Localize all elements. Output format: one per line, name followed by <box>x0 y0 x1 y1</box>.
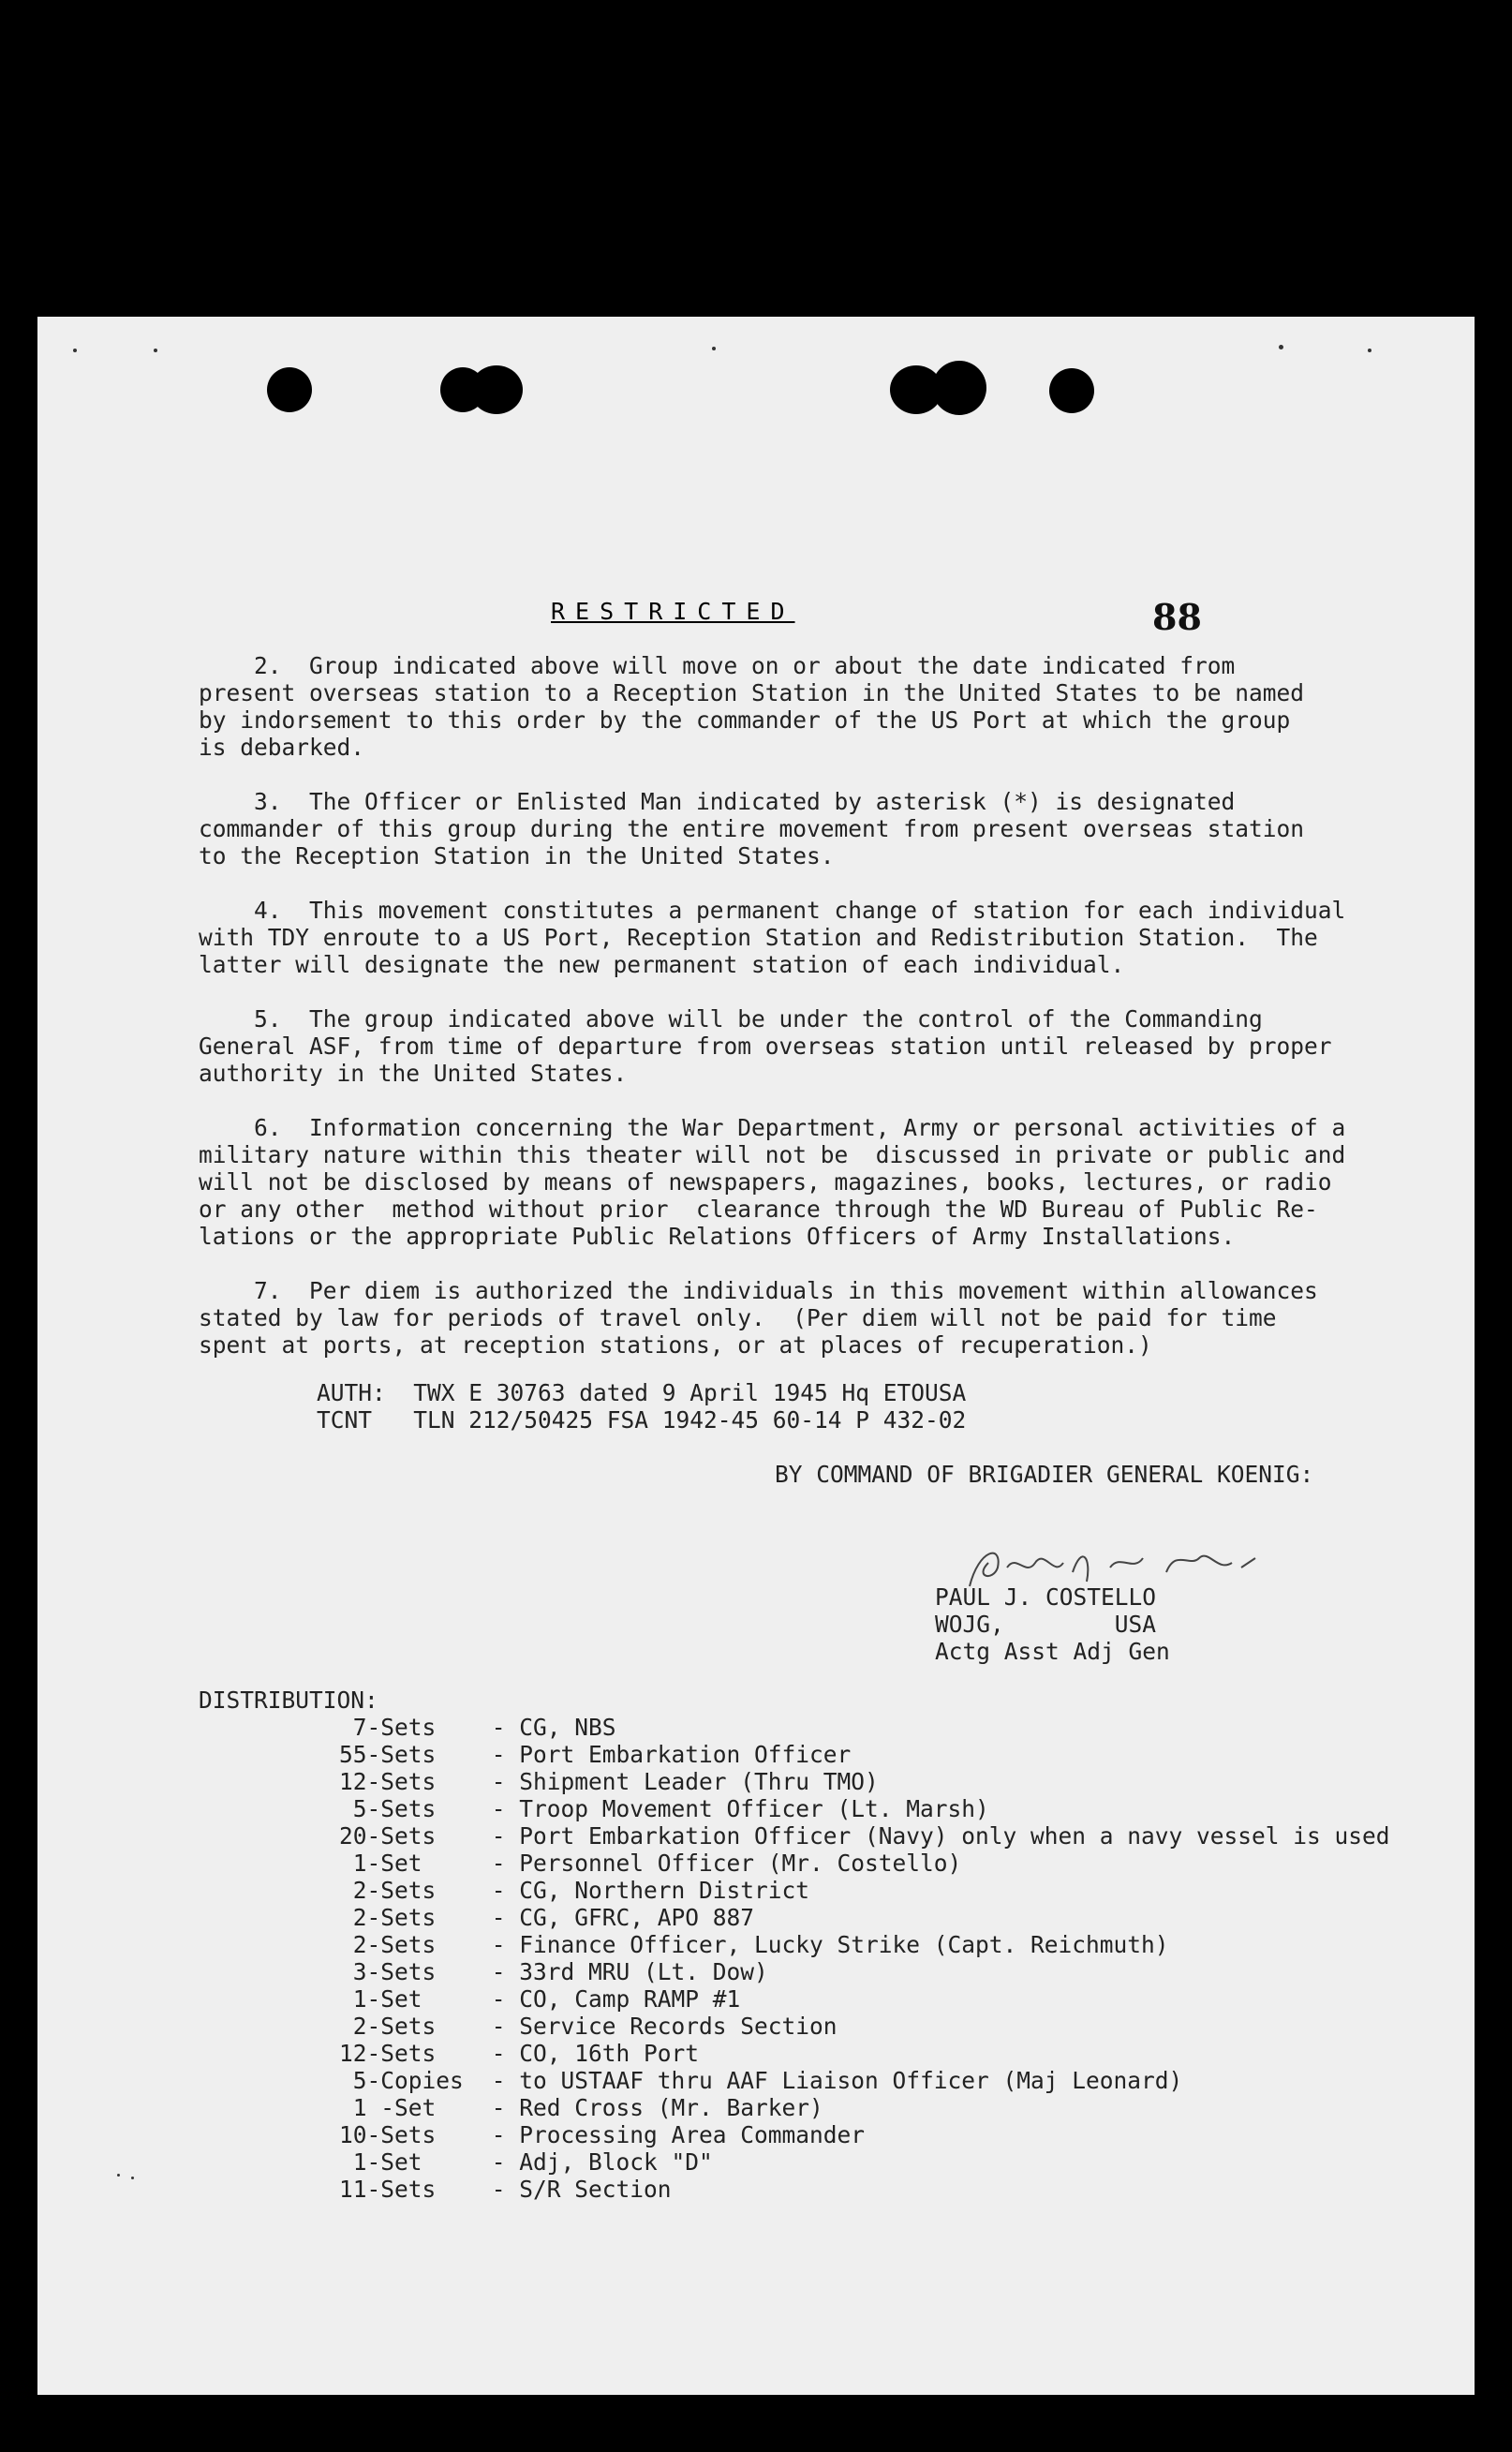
distribution-quantity: 2-Sets <box>339 1931 437 1958</box>
signer-name: PAUL J. COSTELLO <box>935 1583 1157 1611</box>
auth-line: AUTH: TWX E 30763 dated 9 April 1945 Hq ETOUSA <box>317 1379 967 1406</box>
distribution-row <box>199 1877 1445 1904</box>
distribution-heading: DISTRIBUTION: <box>199 1687 378 1714</box>
distribution-quantity: 11-Sets <box>339 2176 437 2203</box>
distribution-quantity: 1-Set <box>339 1850 437 1877</box>
distribution-row <box>199 1714 1445 1741</box>
speck <box>1368 349 1371 352</box>
page-number: 88 <box>1152 596 1202 638</box>
dash-separator: - <box>478 2040 520 2067</box>
distribution-row <box>199 1958 1445 1985</box>
distribution-recipient: S/R Section <box>519 2176 672 2203</box>
distribution-recipient: Port Embarkation Officer (Navy) only when a navy vessel is used <box>519 1822 1390 1850</box>
distribution-recipient: Finance Officer, Lucky Strike (Capt. Reichmuth) <box>519 1931 1169 1958</box>
speck <box>73 349 77 352</box>
dash-separator: - <box>478 1822 520 1850</box>
dash-separator: - <box>478 2121 520 2148</box>
paragraph-4: 4. This movement constitutes a permanent change of station for each individual with TDY enroute to a US Port, Reception Station and Redistribution Station. The latter will designate the new permanent station of each individual. <box>199 897 1346 978</box>
distribution-quantity: 12-Sets <box>339 2040 437 2067</box>
speck <box>154 349 157 352</box>
distribution-recipient: CG, GFRC, APO 887 <box>519 1904 755 1931</box>
dash-separator: - <box>478 1795 520 1822</box>
distribution-quantity: 1-Set <box>339 2148 437 2176</box>
distribution-recipient: Personnel Officer (Mr. Costello) <box>519 1850 962 1877</box>
distribution-row <box>199 1795 1445 1822</box>
dash-separator: - <box>478 1714 520 1741</box>
distribution-recipient: Processing Area Commander <box>519 2121 866 2148</box>
distribution-quantity: 2-Sets <box>339 2013 437 2040</box>
dash-separator: - <box>478 1850 520 1877</box>
distribution-recipient: CO, Camp RAMP #1 <box>519 1985 741 2013</box>
dash-separator: - <box>478 2148 520 2176</box>
punch-hole <box>1049 368 1094 413</box>
distribution-recipient: Red Cross (Mr. Barker) <box>519 2094 823 2121</box>
classification-label: RESTRICTED <box>551 598 795 625</box>
speck <box>117 2174 120 2177</box>
distribution-quantity: 2-Sets <box>339 1877 437 1904</box>
distribution-recipient: Adj, Block "D" <box>519 2148 713 2176</box>
distribution-row <box>199 1768 1445 1795</box>
distribution-quantity: 20-Sets <box>339 1822 437 1850</box>
distribution-row <box>199 2040 1445 2067</box>
distribution-row <box>199 1931 1445 1958</box>
distribution-row <box>199 1741 1445 1768</box>
order-body <box>199 652 1445 1488</box>
distribution-quantity: 55-Sets <box>339 1741 437 1768</box>
distribution-quantity: 10-Sets <box>339 2121 437 2148</box>
distribution-recipient: 33rd MRU (Lt. Dow) <box>519 1958 768 1985</box>
distribution-row <box>199 2121 1445 2148</box>
distribution-row <box>199 1850 1445 1877</box>
paragraph-2: 2. Group indicated above will move on or about the date indicated from present overseas station to a Reception Station in the United States to be named by indorsement to this order by the commander of the US Port at which the group is debarked. <box>199 652 1305 761</box>
distribution-quantity: 5-Copies <box>339 2067 464 2094</box>
distribution-quantity: 5-Sets <box>339 1795 437 1822</box>
distribution-row <box>199 1822 1445 1850</box>
distribution-section <box>199 1687 1445 2203</box>
speck <box>1279 345 1283 349</box>
speck <box>712 347 716 350</box>
distribution-row <box>199 2013 1445 2040</box>
distribution-recipient: Shipment Leader (Thru TMO) <box>519 1768 879 1795</box>
distribution-row <box>199 2148 1445 2176</box>
punch-hole <box>470 365 523 414</box>
distribution-row <box>199 2067 1445 2094</box>
dash-separator: - <box>478 1741 520 1768</box>
distribution-quantity: 1-Set <box>339 1985 437 2013</box>
paragraph-6: 6. Information concerning the War Department, Army or personal activities of a military nature within this theater will not be discussed in private or public and will not be disclosed by means of newspapers, magazines, books, lectures, or radio or any other method without prior clearance through the WD Bureau of Public Re- lations or the appropriate Public Relations Officers of Army Installations. <box>199 1114 1346 1250</box>
distribution-row <box>199 1985 1445 2013</box>
dash-separator: - <box>478 2067 520 2094</box>
distribution-row <box>199 2176 1445 2203</box>
distribution-quantity: 2-Sets <box>339 1904 437 1931</box>
distribution-quantity: 7-Sets <box>339 1714 437 1741</box>
dash-separator: - <box>478 1985 520 2013</box>
distribution-recipient: Service Records Section <box>519 2013 838 2040</box>
distribution-recipient: Port Embarkation Officer <box>519 1741 852 1768</box>
distribution-recipient: CG, NBS <box>519 1714 616 1741</box>
distribution-recipient: to USTAAF thru AAF Liaison Officer (Maj Leonard) <box>519 2067 1183 2094</box>
punch-hole <box>267 367 312 412</box>
command-line: BY COMMAND OF BRIGADIER GENERAL KOENIG: <box>775 1461 1314 1488</box>
dash-separator: - <box>478 2013 520 2040</box>
dash-separator: - <box>478 1931 520 1958</box>
distribution-quantity: 12-Sets <box>339 1768 437 1795</box>
dash-separator: - <box>478 1958 520 1985</box>
dash-separator: - <box>478 1904 520 1931</box>
paragraph-3: 3. The Officer or Enlisted Man indicated by asterisk (*) is designated commander of this group during the entire movement from present overseas station to the Reception Station in the United States. <box>199 788 1305 869</box>
dash-separator: - <box>478 2176 520 2203</box>
punch-hole <box>932 361 986 415</box>
distribution-list <box>199 1714 1445 2203</box>
dash-separator: - <box>478 2094 520 2121</box>
tcnt-line: TCNT TLN 212/50425 FSA 1942-45 60-14 P 432-02 <box>317 1406 967 1434</box>
distribution-recipient: CO, 16th Port <box>519 2040 700 2067</box>
distribution-row <box>199 1904 1445 1931</box>
dash-separator: - <box>478 1877 520 1904</box>
document-page <box>37 317 1475 2395</box>
distribution-quantity: 1 -Set <box>339 2094 437 2121</box>
signer-rank: WOJG, USA <box>935 1611 1157 1638</box>
dash-separator: - <box>478 1768 520 1795</box>
distribution-recipient: CG, Northern District <box>519 1877 810 1904</box>
paragraph-5: 5. The group indicated above will be under the control of the Commanding General ASF, from time of departure from overseas station until released by proper authority in the United States. <box>199 1005 1332 1087</box>
paragraph-7: 7. Per diem is authorized the individuals in this movement within allowances stated by law for periods of travel only. (Per diem will not be paid for time spent at ports, at reception stations, or at places of recuperation.) <box>199 1277 1318 1359</box>
distribution-quantity: 3-Sets <box>339 1958 437 1985</box>
signature-block <box>935 1583 1403 1665</box>
speck <box>131 2177 134 2179</box>
signer-title: Actg Asst Adj Gen <box>935 1638 1170 1665</box>
distribution-row <box>199 2094 1445 2121</box>
distribution-recipient: Troop Movement Officer (Lt. Marsh) <box>519 1795 989 1822</box>
